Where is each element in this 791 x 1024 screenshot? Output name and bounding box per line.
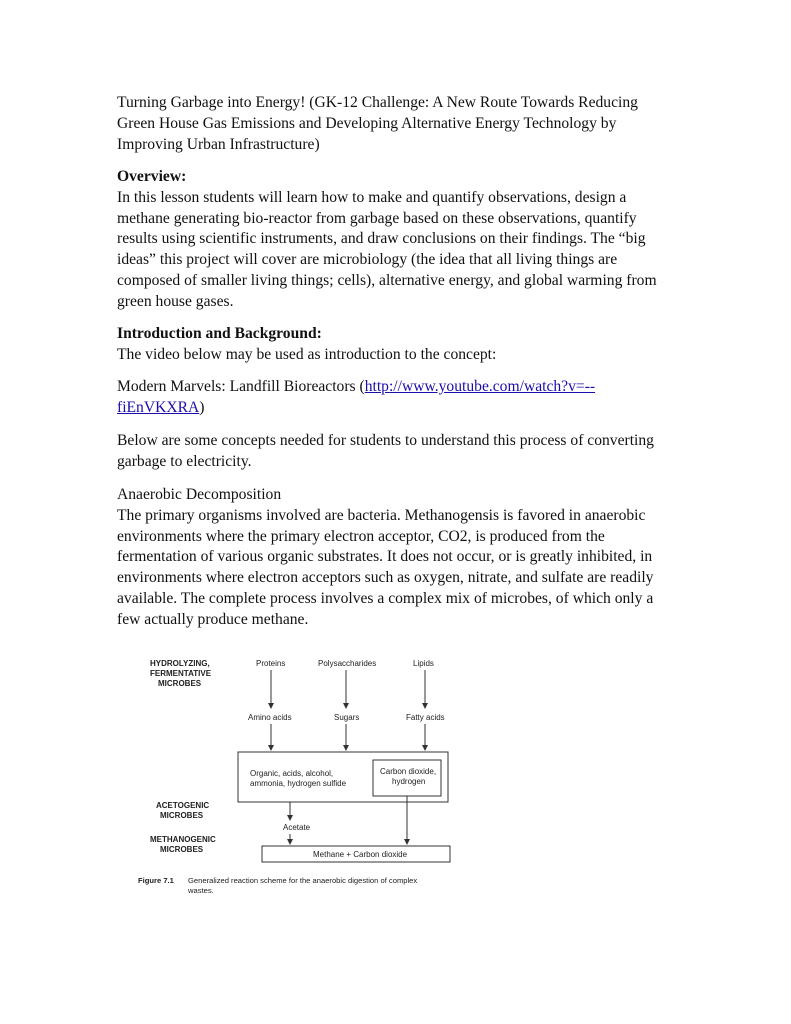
node-lipids: Lipids — [413, 659, 434, 668]
video-reference — [117, 377, 677, 419]
anaerobic-section — [117, 485, 677, 631]
video-title: Modern Marvels: Landfill Bioreactors ( — [117, 378, 365, 395]
video-reference-line — [117, 377, 677, 419]
label-acetogenic-microbes: MICROBES — [160, 811, 204, 820]
overview-section — [117, 167, 677, 313]
anaerobic-heading: Anaerobic Decomposition — [117, 486, 282, 503]
overview-heading: Overview: — [117, 168, 187, 185]
figure-caption-line-1: Generalized reaction scheme for the anaerobic digestion of complex — [188, 876, 418, 885]
label-fermentative: FERMENTATIVE — [150, 669, 212, 678]
node-fatty-acids: Fatty acids — [406, 713, 445, 722]
figure-caption-label: Figure 7.1 — [138, 876, 174, 885]
document-title: Turning Garbage into Energy! (GK-12 Challenge: A New Route Towards Reducing Green House Gas Emissions and Developing Alternative Energy Technology by Improving Urban Infrastructure) — [117, 94, 638, 153]
node-amino-acids: Amino acids — [248, 713, 292, 722]
introduction-body: The video below may be used as introduction to the concept: — [117, 345, 497, 363]
node-acetate: Acetate — [283, 823, 311, 832]
node-hydrogen: hydrogen — [392, 777, 426, 786]
introduction-section — [117, 324, 677, 366]
video-suffix: ) — [199, 398, 205, 416]
label-methanogenic-microbes: MICROBES — [160, 845, 204, 854]
node-sugars: Sugars — [334, 713, 360, 722]
node-proteins: Proteins — [256, 659, 286, 668]
reaction-scheme-figure — [130, 650, 470, 910]
node-polysaccharides: Polysaccharides — [318, 659, 377, 668]
document-title-block — [117, 93, 677, 155]
figure-caption-line-2: wastes. — [188, 886, 214, 895]
overview-body: In this lesson students will learn how to make and quantify observations, design a methane generating bio-reactor from garbage based on these observations, quantify results using scientific instruments, and draw conclusions on their findings. The “big ideas” this project will cover are microbiology (the idea that all living things are composed of smaller living things; cells), alternative energy, and global warming from green house gases. — [117, 188, 657, 310]
video-link[interactable]: http://www.youtube.com/watch?v=--fiEnVKXRA — [117, 378, 596, 416]
label-hydrolyzing: HYDROLYZING, — [150, 659, 210, 668]
concepts-body: Below are some concepts needed for students to understand this process of converting garbage to electricity. — [117, 432, 654, 470]
node-carbon-dioxide: Carbon dioxide, — [380, 767, 437, 776]
introduction-heading: Introduction and Background: — [117, 325, 322, 342]
node-organic-acids: Organic, acids, alcohol, — [250, 769, 334, 778]
node-methane: Methane + Carbon dioxide — [313, 850, 408, 859]
concepts-intro — [117, 431, 677, 473]
label-hydrolyzing-microbes: MICROBES — [158, 679, 202, 688]
label-acetogenic: ACETOGENIC — [156, 801, 210, 810]
anaerobic-body: The primary organisms involved are bacteria. Methanogensis is favored in anaerobic environments where the primary electron acceptor, CO2, is produced from the fermentation of various organic substrates. It does not occur, or is greatly inhibited, in environments where electron acceptors such as oxygen, nitrate, and sulfate are readily available. The complete process involves a complex mix of microbes, of which only a few actually produce methane. — [117, 506, 654, 628]
label-methanogenic: METHANOGENIC — [150, 835, 216, 844]
node-ammonia: ammonia, hydrogen sulfide — [250, 779, 347, 788]
